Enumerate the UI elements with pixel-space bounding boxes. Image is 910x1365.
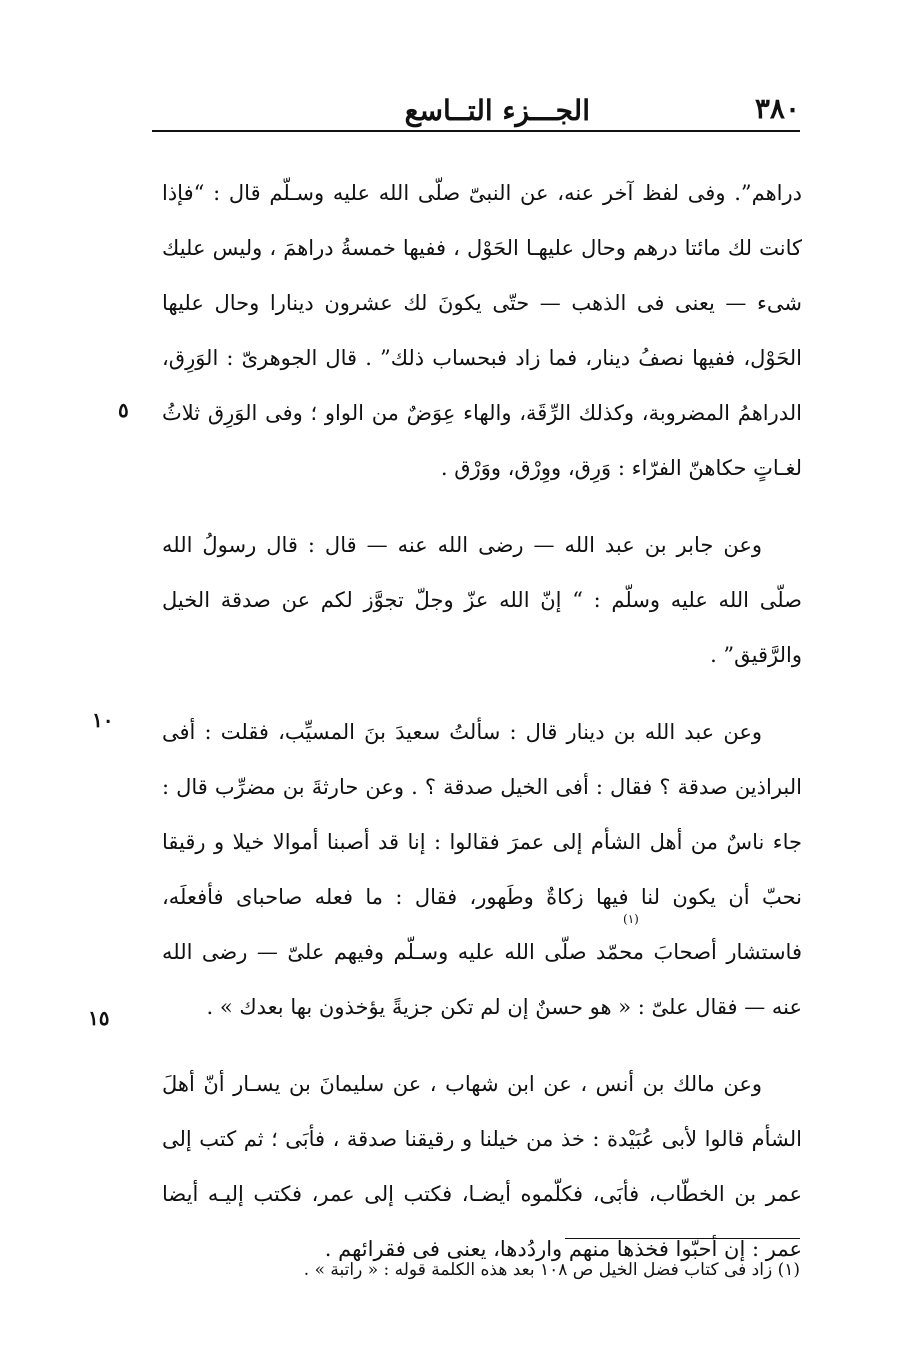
page-header	[150, 92, 800, 132]
body-text	[162, 166, 802, 1277]
page-number: ٣٨٠	[754, 92, 800, 125]
footnote-marker: (١)	[623, 912, 639, 926]
margin-line-number-15: ١٥	[88, 1006, 110, 1030]
paragraph-1: دراهم”. وفى لفظ آخر عنه، عن النبىّ صلّى الله عليه وسـلّم قال : “فإذا كانت لك مائتا درهم وحال عليهـا الحَوْل ، ففيها خمسةُ دراهمَ ، وليس عليك شىء — يعنى فى الذهب — حتّى يكونَ لك عشرون دينارا وحال عليها الحَوْل، ففيها نصفُ دينار، فما زاد فبحساب ذلك” . قال الجوهرىّ : الوَرِق، الدراهمُ المضروبة، وكذلك الرِّقَة، والهاء عِوَضٌ من الواو ؛ وفى الوَرِق ثلاثُ لغـاتٍ حكاهنّ الفرّاء : وَرِق، ووِرْق، ووَرْق .	[162, 181, 802, 480]
margin-line-number-10: ١٠	[92, 708, 114, 732]
paragraph-3: وعن عبد الله بن دينار قال : سألتُ سعيدَ بنَ المسيِّب، فقلت : أفى البراذين صدقة ؟ فقال : أفى الخيل صدقة ؟ . وعن حارثةَ بن مضرِّب قال : جاء ناسٌ من أهل الشأم إلى عمرَ فقالوا : إنا قد أصبنا أموالا خيلا و رقيقا نحبّ أن يكون لنا فيها زكاةٌ وطَهور، فقال : ما فعله صاحباى فأفعلَه، فاستشار أصحابَ محمّد صلّى الله عليه وسـلّم وفيهم علىّ — رضى الله عنه — فقال علىّ : « هو حسنٌ إن لم تكن جزيةً يؤخذون بها بعدك » .	[162, 720, 802, 1019]
paragraph-2: وعن جابر بن عبد الله — رضى الله عنه — قال : قال رسولُ الله صلّى الله عليه وسلّم : “ إنّ الله عزّ وجلّ تجوَّز لكم عن صدقة الخيل والرَّقيق” .	[162, 533, 802, 667]
margin-line-number-5: ٥	[118, 398, 129, 422]
paragraph-4: وعن مالك بن أنس ، عن ابن شهاب ، عن سليمانَ بن يسـار أنّ أهلَ الشأم قالوا لأبى عُبَيْدة : خذ من خيلنا و رقيقنا صدقة ، فأبَى ؛ ثم كتب إلى عمر بن الخطّاب، فأبَى، فكلّموه أيضـا، فكتب إلى عمر، فكتب إليـه أيضا عمر : إن أحبّوا فخذها منهم واردُدها، يعنى فى فقرائهم .	[162, 1072, 802, 1261]
running-head: الجـــزء التــاسع	[404, 94, 590, 127]
footnote: (١) زاد فى كتاب فضل الخيل ص ١٠٨ بعد هذه الكلمة قوله : « راتبة » .	[303, 1260, 800, 1280]
header-rule	[152, 130, 800, 132]
footnote-rule	[565, 1238, 800, 1239]
